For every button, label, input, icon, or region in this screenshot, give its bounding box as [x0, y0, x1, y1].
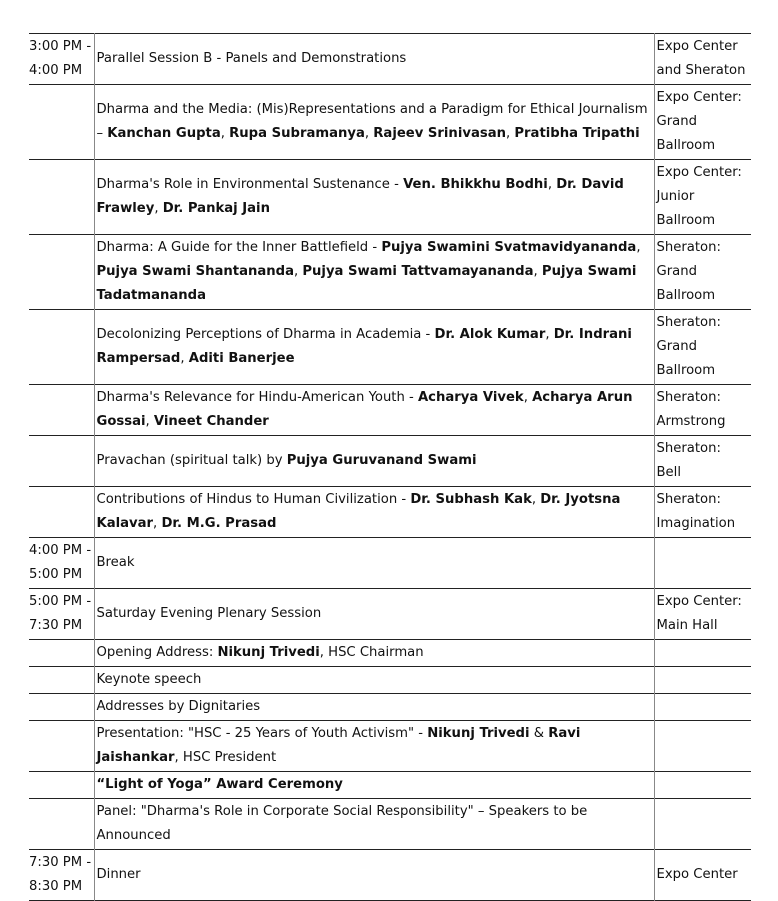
time-cell — [29, 640, 94, 667]
time-line: 5:00 PM — [29, 567, 83, 582]
event-text: Dharma: A Guide for the Inner Battlefield - — [96, 240, 382, 255]
schedule-row — [29, 640, 751, 667]
location-line: Expo Center: — [656, 90, 742, 105]
time-cell — [29, 850, 94, 901]
event-cell — [94, 799, 654, 850]
event-text: , — [180, 351, 189, 366]
event-text: , HSC President — [174, 750, 277, 765]
event-text: , — [523, 390, 533, 405]
location-line: Sheraton: Bell — [656, 441, 721, 480]
time-cell — [29, 772, 94, 799]
event-cell — [94, 694, 654, 721]
time-cell — [29, 487, 94, 538]
time-cell — [29, 385, 94, 436]
speaker-name: Dr. Subhash Kak — [410, 492, 532, 507]
schedule-row — [29, 799, 751, 850]
location-cell — [654, 589, 751, 640]
location-line: Expo Center: — [656, 165, 742, 180]
speaker-name: Acharya Vivek — [417, 390, 524, 405]
location-cell — [654, 385, 751, 436]
time-line: 8:30 PM — [29, 879, 83, 894]
location-line: Sheraton: — [656, 492, 721, 507]
time-line: 4:00 PM - — [29, 543, 92, 558]
speaker-name: Dr. David Frawley — [96, 177, 624, 216]
schedule-row — [29, 487, 751, 538]
event-text: Pravachan (spiritual talk) by — [96, 453, 287, 468]
event-text: Saturday Evening Plenary Session — [96, 606, 322, 621]
location-line: Sheraton: — [656, 240, 721, 255]
speaker-name: Aditi Banerjee — [188, 351, 295, 366]
location-cell — [654, 487, 751, 538]
speaker-name: Pujya Swamini Svatmavidyananda — [381, 240, 637, 255]
event-text: , — [533, 264, 542, 279]
time-cell — [29, 235, 94, 310]
time-cell — [29, 721, 94, 772]
event-text: & — [529, 726, 549, 741]
time-cell — [29, 85, 94, 160]
event-text: Dharma's Role in Environmental Sustenance - — [96, 177, 404, 192]
location-line: Expo Center — [656, 39, 738, 54]
event-text: , — [154, 201, 163, 216]
location-cell — [654, 640, 751, 667]
event-text: Opening Address: — [96, 645, 218, 660]
location-cell — [654, 85, 751, 160]
speaker-name: Acharya Arun Gossai — [96, 390, 633, 429]
location-cell — [654, 160, 751, 235]
schedule-row — [29, 589, 751, 640]
location-line: Main Hall — [656, 618, 718, 633]
event-text: , — [153, 516, 162, 531]
speaker-name: Dr. M.G. Prasad — [161, 516, 277, 531]
location-cell — [654, 538, 751, 589]
speaker-name: Dr. Alok Kumar — [434, 327, 546, 342]
time-cell — [29, 436, 94, 487]
location-line: Sheraton: — [656, 390, 721, 405]
location-cell — [654, 34, 751, 85]
event-text: , — [220, 126, 230, 141]
event-cell — [94, 667, 654, 694]
schedule-row — [29, 436, 751, 487]
time-cell — [29, 310, 94, 385]
location-line: Junior Ballroom — [656, 189, 716, 228]
location-cell — [654, 235, 751, 310]
event-text: , — [636, 240, 641, 255]
speaker-name: Dr. Jyotsna Kalavar — [96, 492, 621, 531]
event-text: , — [547, 177, 557, 192]
location-cell — [654, 436, 751, 487]
event-cell — [94, 85, 654, 160]
speaker-name: Pujya Swami Shantananda — [96, 264, 294, 279]
speaker-name: Ravi Jaishankar — [96, 726, 581, 765]
time-line: 7:30 PM - — [29, 855, 92, 870]
event-text: Presentation: "HSC - 25 Years of Youth Activism" - — [96, 726, 428, 741]
event-text: Dharma's Relevance for Hindu-American Youth - — [96, 390, 418, 405]
event-cell — [94, 850, 654, 901]
schedule-row — [29, 667, 751, 694]
event-cell — [94, 772, 654, 799]
event-text: Panel: "Dharma's Role in Corporate Social Responsibility" – Speakers to be Announced — [96, 804, 588, 843]
speaker-name: Ven. Bhikkhu Bodhi — [403, 177, 548, 192]
speaker-name: Pratibha Tripathi — [514, 126, 640, 141]
time-cell — [29, 589, 94, 640]
location-line: Expo Center: — [656, 594, 742, 609]
location-cell — [654, 694, 751, 721]
event-text: , — [531, 492, 541, 507]
event-cell — [94, 487, 654, 538]
schedule-row — [29, 538, 751, 589]
event-cell — [94, 160, 654, 235]
location-line: and Sheraton — [656, 63, 746, 78]
event-text: Contributions of Hindus to Human Civilization - — [96, 492, 411, 507]
speaker-name: Rajeev Srinivasan — [373, 126, 506, 141]
location-cell — [654, 772, 751, 799]
event-cell — [94, 235, 654, 310]
location-line: Expo Center — [656, 867, 738, 882]
location-line: Grand Ballroom — [656, 264, 716, 303]
location-cell — [654, 850, 751, 901]
event-text: Dinner — [96, 867, 141, 882]
event-text: , — [293, 264, 303, 279]
schedule-row — [29, 850, 751, 901]
schedule-row — [29, 235, 751, 310]
speaker-name: Dr. Indrani Rampersad — [96, 327, 632, 366]
event-text: , — [545, 327, 554, 342]
event-text: Decolonizing Perceptions of Dharma in Academia - — [96, 327, 435, 342]
event-cell — [94, 436, 654, 487]
speaker-name: Pujya Swami Tattvamayananda — [302, 264, 534, 279]
schedule-row — [29, 694, 751, 721]
event-text: Keynote speech — [96, 672, 202, 687]
time-line: 7:30 PM — [29, 618, 83, 633]
event-cell — [94, 385, 654, 436]
event-text: Parallel Session B - Panels and Demonstrations — [96, 51, 407, 66]
speaker-name: “Light of Yoga” Award Ceremony — [96, 777, 343, 792]
time-cell — [29, 160, 94, 235]
time-line: 4:00 PM — [29, 63, 83, 78]
event-text: Addresses by Dignitaries — [96, 699, 261, 714]
event-text: , — [364, 126, 374, 141]
event-text: Break — [96, 555, 135, 570]
speaker-name: Kanchan Gupta — [107, 126, 221, 141]
location-line: Sheraton: — [656, 315, 721, 330]
location-line: Armstrong — [656, 414, 726, 429]
time-cell — [29, 694, 94, 721]
speaker-name: Rupa Subramanya — [229, 126, 365, 141]
location-cell — [654, 721, 751, 772]
event-cell — [94, 721, 654, 772]
schedule-table — [29, 33, 751, 901]
speaker-name: Nikunj Trivedi — [217, 645, 320, 660]
speaker-name: Nikunj Trivedi — [427, 726, 530, 741]
event-cell — [94, 538, 654, 589]
schedule-body — [29, 34, 751, 901]
event-text: , — [505, 126, 515, 141]
event-text: , HSC Chairman — [319, 645, 424, 660]
time-cell — [29, 799, 94, 850]
time-cell — [29, 34, 94, 85]
location-line: Imagination — [656, 516, 736, 531]
speaker-name: Pujya Guruvanand Swami — [286, 453, 477, 468]
schedule-row — [29, 772, 751, 799]
speaker-name: Pujya Swami Tadatmananda — [96, 264, 637, 303]
schedule-row — [29, 385, 751, 436]
time-cell — [29, 667, 94, 694]
location-line: Grand Ballroom — [656, 339, 716, 378]
schedule-container — [29, 33, 751, 901]
event-cell — [94, 589, 654, 640]
event-text: , — [145, 414, 154, 429]
schedule-row — [29, 160, 751, 235]
schedule-row — [29, 721, 751, 772]
location-line: Grand Ballroom — [656, 114, 716, 153]
schedule-row — [29, 34, 751, 85]
speaker-name: Vineet Chander — [153, 414, 269, 429]
time-line: 3:00 PM - — [29, 39, 92, 54]
event-cell — [94, 310, 654, 385]
location-cell — [654, 667, 751, 694]
schedule-row — [29, 85, 751, 160]
location-cell — [654, 799, 751, 850]
event-text: Dharma and the Media: (Mis)Representations and a Paradigm for Ethical Journalism – — [96, 102, 648, 141]
time-line: 5:00 PM - — [29, 594, 92, 609]
time-cell — [29, 538, 94, 589]
event-cell — [94, 34, 654, 85]
schedule-row — [29, 310, 751, 385]
event-cell — [94, 640, 654, 667]
speaker-name: Dr. Pankaj Jain — [162, 201, 270, 216]
location-cell — [654, 310, 751, 385]
